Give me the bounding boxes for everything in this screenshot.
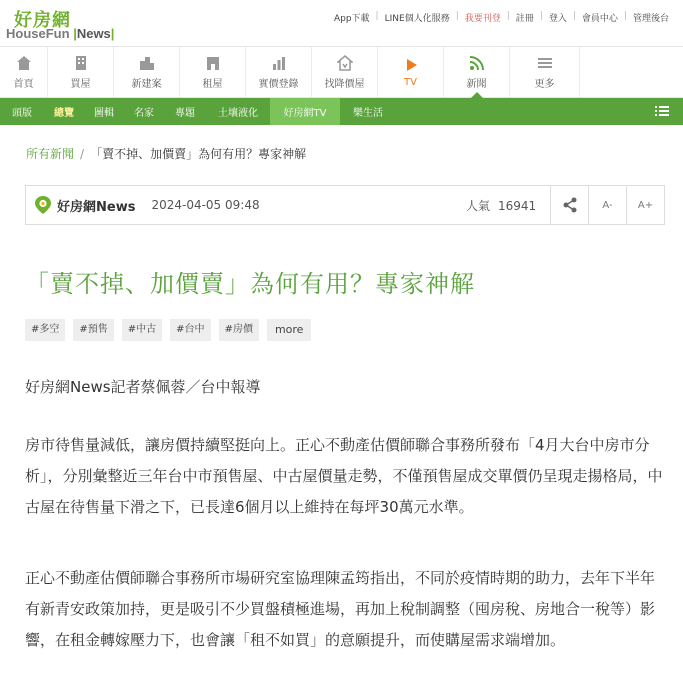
nav-item[interactable] — [444, 47, 510, 97]
housefun-pin-icon — [34, 195, 52, 215]
nav-item[interactable] — [48, 47, 114, 97]
toplink-separator: | — [506, 11, 510, 21]
nav-item[interactable] — [312, 47, 378, 97]
news-subnav-items — [0, 98, 396, 125]
tags-more-button[interactable]: more — [267, 319, 312, 341]
toplink-separator: | — [455, 11, 459, 21]
home-icon — [16, 55, 32, 71]
toplink-item[interactable]: 會員中心 — [581, 14, 618, 24]
news-brand-name: 好房網News — [57, 199, 136, 215]
top-links — [334, 11, 669, 24]
nav-item-label: 買屋 — [70, 78, 91, 90]
toplink-item[interactable]: 註冊 — [515, 14, 534, 24]
nav-item-label: 實價登錄 — [258, 78, 299, 90]
rent-icon — [205, 55, 221, 71]
subnav-item[interactable]: 總覽 — [54, 108, 74, 119]
nav-item[interactable] — [0, 47, 48, 97]
toplink-separator: | — [623, 11, 627, 21]
nav-item-label: 找降價屋 — [324, 78, 365, 90]
view-count-label: 人氣 — [466, 198, 491, 213]
view-count-value: 16941 — [498, 198, 537, 213]
top-header — [0, 0, 683, 46]
article-meta-bar — [25, 185, 665, 225]
article-paragraph-2: 正心不動產估價師聯合事務所市場研究室協理陳孟筠指出，不同於疫情時期的助力，去年下半年有新青安政策加持，更是吸引不少買盤積極進場，再加上稅制調整（囤房稅、房地合一稅等）影響，在租金轉嫁壓力下，也會讓「租不如買」的意願提升，而使購屋需求端增加。 — [25, 569, 656, 649]
tag-item[interactable]: #多空 — [25, 319, 65, 341]
news-brand — [34, 195, 135, 215]
subnav-item[interactable]: 樂生活 — [353, 108, 383, 119]
subnav-item[interactable]: 名家 — [134, 108, 154, 119]
nav-item-label: 新建案 — [131, 78, 162, 90]
main-nav — [0, 46, 683, 98]
article-title: 「賣不掉、加價賣」為何有用？專家神解 — [25, 270, 475, 298]
nav-item[interactable] — [510, 47, 580, 97]
nav-item[interactable] — [114, 47, 180, 97]
breadcrumb-divider: / — [80, 147, 85, 161]
news-subnav — [0, 98, 683, 125]
subnav-item[interactable]: 好房網TV — [270, 98, 340, 125]
subnav-item[interactable]: 頭版 — [12, 108, 32, 119]
toplink-item[interactable]: 登入 — [548, 14, 567, 24]
play-icon — [403, 57, 419, 73]
toplink-separator: | — [375, 11, 379, 21]
logo-news: News — [76, 26, 111, 41]
subnav-item[interactable]: 土壤液化 — [218, 108, 258, 119]
menu-icon — [537, 55, 553, 71]
nav-item-label: 更多 — [534, 78, 555, 90]
nav-item[interactable] — [180, 47, 246, 97]
toplink-separator: | — [572, 11, 576, 21]
view-count — [466, 197, 536, 214]
subnav-item[interactable]: 專題 — [175, 108, 195, 119]
building-icon — [73, 55, 89, 71]
new-building-icon — [139, 55, 155, 71]
nav-item-label: 租屋 — [202, 78, 223, 90]
logo-housefun: HouseFun — [6, 26, 70, 41]
tag-item[interactable]: #台中 — [170, 319, 210, 341]
hamburger-menu-icon[interactable] — [655, 105, 669, 117]
toplink-item[interactable]: 管理後台 — [632, 14, 669, 24]
nav-item[interactable] — [246, 47, 312, 97]
bar-chart-icon — [271, 55, 287, 71]
article-byline: 好房網News記者蔡佩蓉／台中報導 — [25, 378, 261, 396]
publish-date: 2024-04-05 09:48 — [151, 198, 260, 212]
logo-chinese: 好房網 — [14, 10, 71, 31]
article-paragraph-1: 房市待售量減低，讓房價持續堅挺向上。正心不動產估價師聯合事務所發布「4月大台中房市分析」，分別彙整近三年台中市預售屋、中古屋價量走勢，不僅預售屋成交單價仍呈現走揚格局，中古屋在待售量下滑之下，已長達6個月以上維持在每坪30萬元水準。 — [25, 436, 663, 516]
article-tags — [25, 319, 319, 341]
site-logo[interactable] — [6, 6, 136, 42]
nav-item[interactable] — [378, 47, 444, 97]
rss-icon — [469, 55, 485, 71]
toplink-item[interactable]: App下載 — [333, 14, 370, 24]
breadcrumb — [26, 145, 306, 162]
breadcrumb-root-link[interactable]: 所有新聞 — [26, 147, 75, 161]
tag-item[interactable]: #預售 — [73, 319, 113, 341]
subnav-item[interactable]: 圖輯 — [94, 108, 114, 119]
toplink-item[interactable]: 我要刊登 — [464, 14, 501, 24]
font-decrease-button[interactable]: A- — [588, 186, 626, 224]
breadcrumb-current: 「賣不掉、加價賣」為何有用？專家神解 — [90, 147, 307, 161]
nav-item-label: 首頁 — [13, 78, 34, 90]
share-icon — [562, 197, 578, 213]
share-button[interactable] — [550, 186, 588, 224]
toplink-separator: | — [539, 11, 543, 21]
tag-item[interactable]: #中古 — [122, 319, 162, 341]
font-increase-button[interactable]: A+ — [626, 186, 664, 224]
nav-item-label: TV — [404, 76, 417, 88]
tag-item[interactable]: #房價 — [219, 319, 259, 341]
toplink-item[interactable]: LINE個人化服務 — [384, 14, 450, 24]
nav-item-label: 新聞 — [466, 78, 487, 90]
price-down-icon — [337, 55, 353, 71]
logo-english: HouseFun |News| — [6, 26, 115, 41]
